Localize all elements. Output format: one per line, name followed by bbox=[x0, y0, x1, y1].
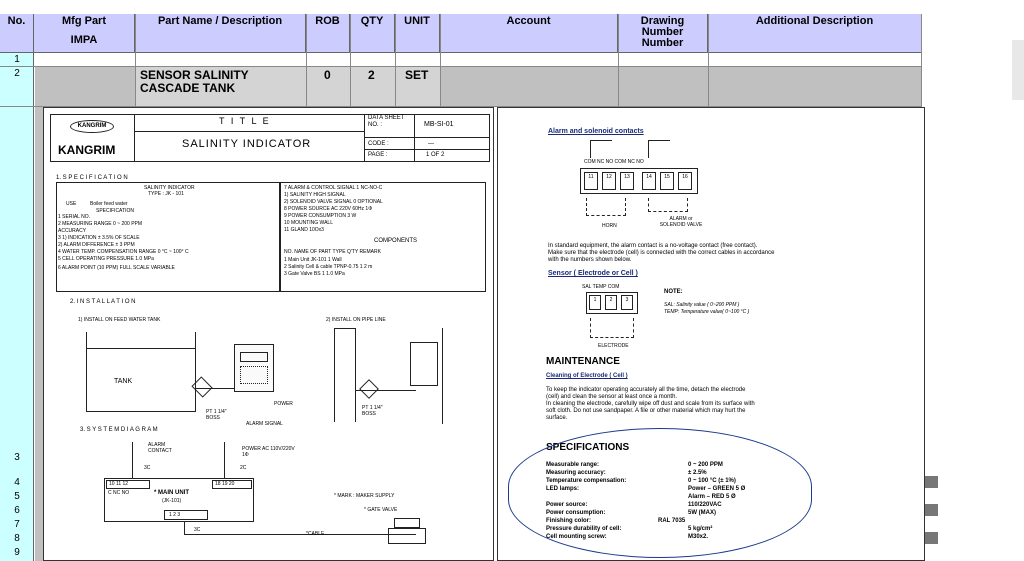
header-rob[interactable] bbox=[306, 14, 350, 53]
valve-symbol bbox=[359, 379, 379, 399]
maintenance-text: In cleaning the electrode, carefully wipe off dust and scale from its surface with bbox=[546, 401, 755, 407]
spec-row: 4 WATER TEMP. COMPENSATION RANGE 0 °C ~ 100° C bbox=[58, 249, 189, 255]
row-number[interactable]: 8 bbox=[14, 533, 20, 544]
terminal: 13 bbox=[620, 172, 634, 190]
grid-line bbox=[618, 14, 619, 107]
spec-label-item: Pressure durability of cell: bbox=[546, 526, 622, 532]
alarm-contact-label: ALARM CONTACT bbox=[148, 442, 172, 454]
tank-drawing bbox=[86, 332, 196, 412]
standard-text: Make sure that the electrode (cell) is connected with the correct cables in accordance bbox=[548, 250, 775, 256]
terminal: 14 bbox=[642, 172, 656, 190]
spec-value-item: 110/220VAC bbox=[688, 502, 722, 508]
grid-line bbox=[708, 14, 709, 107]
top-strip bbox=[0, 0, 1024, 14]
header-part-name[interactable] bbox=[135, 14, 306, 53]
header-rob-label: ROB bbox=[315, 15, 340, 27]
datasheet-page-1[interactable] bbox=[43, 107, 494, 561]
sensor-terminal: 3 bbox=[621, 295, 633, 310]
electrode-bracket bbox=[590, 318, 634, 338]
scrollbar[interactable] bbox=[1012, 40, 1024, 100]
spec-label-item: Measuring accuracy: bbox=[546, 470, 606, 476]
use-value: Boiler feed water bbox=[90, 201, 128, 207]
horn-bracket bbox=[586, 198, 626, 216]
header-row bbox=[0, 14, 922, 53]
wire bbox=[648, 140, 670, 141]
horn-label: HORN bbox=[602, 223, 617, 229]
spec-row: 2) SOLENOID VALVE SIGNAL 0 OPTIONAL bbox=[284, 199, 383, 205]
section-system-diagram: 3. S Y S T E M D I A G R A M bbox=[80, 427, 158, 433]
spec-row: 7 ALARM & CONTROL SIGNAL 1 NC-NO-C bbox=[284, 185, 383, 191]
header-no[interactable] bbox=[0, 14, 34, 53]
alarm-signal-label: ALARM SIGNAL bbox=[246, 421, 283, 427]
wall-line bbox=[442, 328, 443, 424]
title-divider bbox=[364, 114, 365, 162]
standard-text: In standard equipment, the alarm contact is a no-voltage contact (free contact). bbox=[548, 243, 758, 249]
contacts-labels: COM NC NO COM NC NO bbox=[584, 159, 644, 165]
header-drawing-label-2: Number bbox=[641, 26, 684, 38]
grid-line bbox=[135, 14, 136, 107]
section-specification: 1. S P E C I F I C A T I O N bbox=[56, 175, 128, 181]
row-number[interactable]: 4 bbox=[14, 477, 20, 488]
grid-line bbox=[440, 14, 441, 107]
spec-row: ACCURACY bbox=[58, 228, 87, 234]
note-label: NOTE: bbox=[664, 289, 683, 295]
header-mfg-part[interactable] bbox=[34, 14, 135, 53]
gate-valve-symbol bbox=[394, 518, 420, 528]
spec-label-item: Measurable range: bbox=[546, 462, 600, 468]
title-divider bbox=[134, 114, 135, 162]
spec-label-item: Finishing color: bbox=[546, 518, 591, 524]
spec-row: 10 MOUNTING WALL bbox=[284, 220, 333, 226]
spec-value-item: RAL 7035 bbox=[658, 518, 686, 524]
cable-note: *CABLE bbox=[306, 531, 325, 537]
header-mfg-label: Mfg Part bbox=[62, 15, 106, 27]
alarm-contacts-title: Alarm and solenoid contacts bbox=[548, 128, 644, 135]
row-number[interactable]: 5 bbox=[14, 491, 20, 502]
cable-3c-label-2: 3C bbox=[194, 527, 201, 533]
main-unit-model: (JK-101) bbox=[162, 498, 182, 504]
row-number[interactable]: 1 bbox=[14, 54, 20, 65]
header-qty[interactable] bbox=[350, 14, 395, 53]
terminal: 15 bbox=[660, 172, 674, 190]
power-label: POWER bbox=[274, 401, 293, 407]
spec-label-item: LED lamps: bbox=[546, 486, 580, 492]
wire bbox=[590, 140, 612, 141]
row-number[interactable]: 9 bbox=[14, 547, 20, 558]
terminal: 11 bbox=[584, 172, 598, 190]
sensor-terminal: 1 bbox=[589, 295, 601, 310]
unit-value[interactable]: SET bbox=[405, 68, 429, 82]
spec-value-item: ± 2.5% bbox=[688, 470, 707, 476]
cell-symbol bbox=[388, 528, 426, 544]
c-nc-no-label: C NC NO bbox=[108, 490, 130, 496]
header-account[interactable] bbox=[440, 14, 618, 53]
header-additional[interactable] bbox=[708, 14, 922, 53]
grid-line bbox=[395, 14, 396, 107]
power-ac-label: POWER AC 110V/220V 1Φ bbox=[242, 446, 295, 458]
sensor-terminal: 2 bbox=[605, 295, 617, 310]
spec-value-item: Power – GREEN 5 Ø bbox=[688, 486, 746, 492]
terminal-block-right: 18 19 20 bbox=[212, 480, 252, 489]
pt-label-2: PT 1 1/4" bbox=[362, 405, 383, 411]
header-impa-label: IMPA bbox=[70, 34, 98, 46]
install-option-1: 1) INSTALL ON FEED WATER TANK bbox=[78, 317, 161, 323]
electrode-label: ELECTRODE bbox=[598, 343, 629, 349]
row-number[interactable]: 6 bbox=[14, 505, 20, 516]
spec-label-item: Power source: bbox=[546, 502, 588, 508]
grid-line bbox=[0, 66, 922, 67]
title-divider bbox=[364, 149, 490, 150]
terminal-block-left: 10 11 12 bbox=[106, 480, 150, 489]
spec-label: SPECIFICATION bbox=[96, 208, 134, 214]
wire bbox=[224, 442, 225, 478]
components-header: NO. NAME OF PART TYPE Q'TY REMARK bbox=[284, 249, 381, 255]
spec-value-item: M30x2. bbox=[688, 534, 709, 540]
main-unit-keypad bbox=[240, 366, 268, 384]
spec-row: 9 POWER CONSUMPTION 3 W bbox=[284, 213, 357, 219]
spec-value-item: 0 ~ 100 °C (± 1%) bbox=[688, 478, 736, 484]
wire bbox=[590, 140, 591, 158]
code-label: CODE : bbox=[368, 141, 389, 147]
page-label: PAGE : bbox=[368, 152, 388, 158]
header-part-name-label: Part Name / Description bbox=[157, 15, 283, 27]
header-additional-label: Additional Description bbox=[755, 15, 874, 27]
component-row: 2 Salinity Cell & cable TPNP-0.75 1 2 m bbox=[284, 264, 373, 270]
pipe-frame bbox=[334, 328, 356, 422]
kangrim-logo: KANGRIM bbox=[70, 120, 114, 133]
component-row: 1 Main Unit JK-101 1 Wall bbox=[284, 257, 342, 263]
data-sheet-label: DATA SHEET NO. : bbox=[368, 115, 405, 128]
temp-note: TEMP: Temperature value( 0~100 °C ) bbox=[664, 309, 750, 315]
spec-value-item: 5W (MAX) bbox=[688, 510, 716, 516]
header-unit[interactable] bbox=[395, 14, 440, 53]
row-number[interactable]: 2 bbox=[14, 68, 20, 79]
spec-row: 1 SERIAL NO. bbox=[58, 214, 91, 220]
title-divider bbox=[134, 131, 364, 132]
wire bbox=[648, 140, 649, 158]
spec-head-2: TYPE : JK - 101 bbox=[148, 191, 184, 197]
sal-note: SAL: Salinity value ( 0~200 PPM ) bbox=[664, 302, 740, 308]
part-name-line-1[interactable]: SENSOR SALINITY bbox=[140, 68, 249, 82]
tank-label: TANK bbox=[114, 378, 133, 385]
title-divider bbox=[414, 114, 415, 162]
grid-line bbox=[350, 14, 351, 107]
header-account-label: Account bbox=[506, 15, 551, 27]
cable-2c-label: 2C bbox=[240, 465, 247, 471]
spec-row: 2) ALARM DIFFERENCE ± 3 PPM bbox=[58, 242, 135, 248]
main-unit-display bbox=[240, 352, 268, 362]
cleaning-title: Cleaning of Electrode ( Cell ) bbox=[546, 373, 628, 379]
terminal: 12 bbox=[602, 172, 616, 190]
install-option-2: 2) INSTALL ON PIPE LINE bbox=[326, 317, 386, 323]
main-unit-drawing-2 bbox=[410, 342, 438, 386]
section-installation: 2. I N S T A L L A T I O N bbox=[70, 299, 136, 305]
terminal: 16 bbox=[678, 172, 692, 190]
spec-row: 2 MEASURING RANGE 0 ~ 200 PPM bbox=[58, 221, 143, 227]
maintenance-text: surface. bbox=[546, 415, 568, 421]
maintenance-text: To keep the indicator operating accurately all the time, detach the electrode bbox=[546, 387, 746, 393]
specifications-title: SPECIFICATIONS bbox=[546, 442, 630, 453]
highlight-ellipse bbox=[508, 428, 812, 558]
pt-label: PT 1 1/4" bbox=[206, 409, 227, 415]
header-drawing-label-3: Number bbox=[641, 37, 684, 49]
spec-label-item: Temperature compensation: bbox=[546, 478, 627, 484]
brand-name: KANGRIM bbox=[58, 143, 116, 157]
maker-supply-note: * MARK : MAKER SUPPLY bbox=[334, 493, 395, 499]
sensor-title: Sensor ( Electrode or Cell ) bbox=[548, 270, 638, 277]
spec-row: 11 GLAND 10Ox3 bbox=[284, 227, 324, 233]
title-divider bbox=[364, 137, 490, 138]
row2-account-shaded bbox=[440, 67, 922, 107]
boss-label: BOSS bbox=[206, 415, 220, 421]
header-qty-label: QTY bbox=[360, 15, 384, 27]
header-drawing-label-1: Drawing bbox=[640, 15, 685, 27]
boss-label-2: BOSS bbox=[362, 411, 376, 417]
qty-value[interactable]: 2 bbox=[368, 68, 375, 82]
standard-text: with the numbers shown below. bbox=[548, 257, 632, 263]
spec-row: 8 POWER SOURCE AC 220V 60Hz 1Φ bbox=[284, 206, 373, 212]
part-name-line-2[interactable]: CASCADE TANK bbox=[140, 81, 236, 95]
wire bbox=[184, 522, 185, 534]
spec-row: 6 ALARM POINT (10 PPM) FULL SCALE VARIABLE bbox=[58, 265, 175, 271]
maintenance-title: MAINTENANCE bbox=[546, 356, 620, 367]
alarm-solenoid-label: ALARM or SOLENOID VALVE bbox=[659, 216, 703, 228]
maintenance-text: soft cloth. Do not use sandpaper. A file or other material which may hurt the bbox=[546, 408, 746, 414]
sheet-number: MB-SI-01 bbox=[424, 121, 454, 128]
row-number[interactable]: 3 bbox=[14, 452, 20, 463]
spec-row: 1) SALINITY HIGH SIGNAL bbox=[284, 192, 346, 198]
row-number[interactable]: 7 bbox=[14, 519, 20, 530]
gate-valve-note: * GATE VALVE bbox=[364, 507, 398, 513]
spec-value-item: 0 ~ 200 PPM bbox=[688, 462, 723, 468]
component-row: 3 Gate Valve BS 1 1.0 MPa bbox=[284, 271, 345, 277]
page-value: 1 OF 2 bbox=[426, 152, 445, 158]
title-label: T I T L E bbox=[219, 116, 271, 126]
grid-line bbox=[306, 14, 307, 107]
sensor-labels: SAL TEMP COM bbox=[582, 284, 620, 290]
main-unit-label: * MAIN UNIT bbox=[154, 490, 189, 496]
spec-head-1: SALINITY INDICATOR bbox=[144, 185, 195, 191]
header-no-label: No. bbox=[7, 15, 26, 27]
spec-value-item: 5 kg/cm² bbox=[688, 526, 713, 532]
document-title: SALINITY INDICATOR bbox=[182, 138, 312, 150]
spec-label-item: Cell mounting screw: bbox=[546, 534, 607, 540]
spec-label-item: Power consumption: bbox=[546, 510, 606, 516]
components-title: COMPONENTS bbox=[374, 238, 418, 244]
use-label: USE bbox=[66, 201, 77, 207]
cable-3c-label: 3C bbox=[144, 465, 151, 471]
rob-value[interactable]: 0 bbox=[324, 68, 331, 82]
wire bbox=[184, 534, 416, 535]
alarm-bracket bbox=[648, 198, 688, 212]
terminal-block-bottom: 1 2 3 bbox=[164, 510, 208, 520]
header-drawing-number[interactable] bbox=[618, 14, 708, 53]
spec-value-item: Alarm – RED 5 Ø bbox=[688, 494, 736, 500]
wire bbox=[132, 442, 133, 478]
tank-water-line bbox=[86, 348, 196, 349]
header-unit-label: UNIT bbox=[404, 15, 430, 27]
spec-row: 5 CELL OPERATING PRESSURE 1.0 MPa bbox=[58, 256, 154, 262]
spec-row: 3 1) INDICATION ± 3.5% OF SCALE bbox=[58, 235, 140, 241]
maintenance-text: (cell) and clean the sensor at least once a month. bbox=[546, 394, 678, 400]
code-value: — bbox=[428, 141, 434, 147]
